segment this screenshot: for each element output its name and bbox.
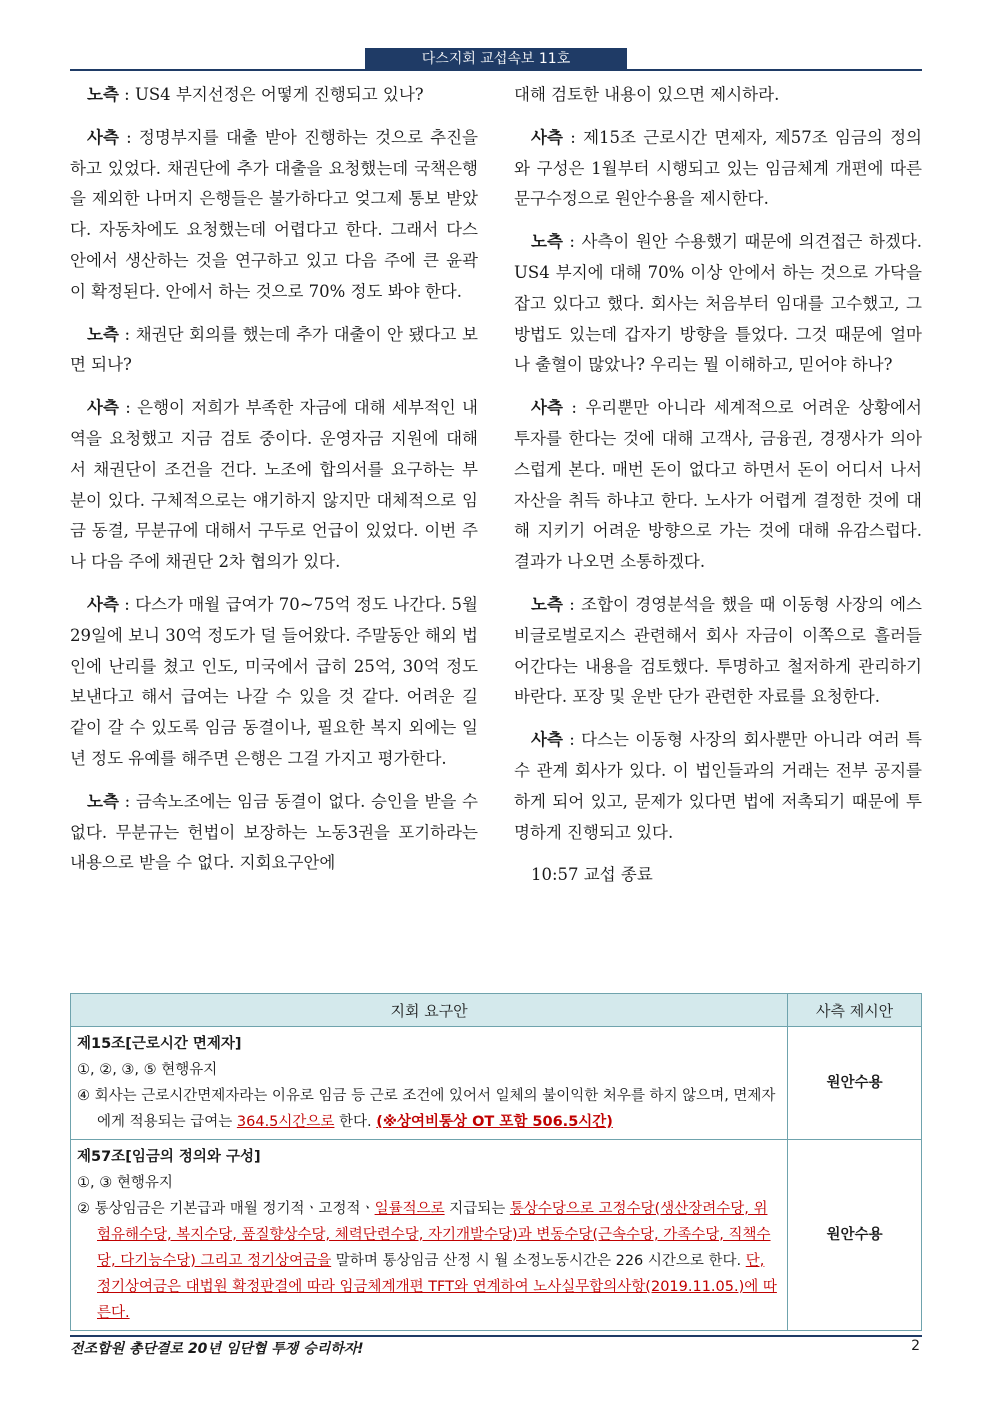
- highlighted-text: 통상수당으로 고정수당(생산장려수당, 위험유해수당, 복지수당, 품질향상수당, 체력단련수당, 자기개발수당)과 변동수당(근속수당, 가족수당, 직책수당, 다기능수당) 그리고 정기상여금을: [97, 1201, 771, 1269]
- paragraph: [70, 123, 478, 308]
- speaker-label: 노측: [531, 232, 563, 252]
- paragraph-text: : 우리뿐만 아니라 세계적으로 어려운 상황에서 투자를 한다는 것에 대해 고객사, 금융권, 경쟁사가 의아스럽게 본다. 매번 돈이 없다고 하면서 돈이 어디서 나서 자산을 취득 하냐고 한다. 노사가 어렵게 결정한 것에 대해 지키기 어려운 방향으로 가는 것에 대해 유감스럽다. 결과가 나오면 소통하겠다.: [514, 398, 922, 572]
- footer-divider: [70, 1335, 922, 1337]
- column-header-union-demand: 지회 요구안: [71, 994, 788, 1027]
- speaker-label: 사측: [87, 594, 119, 614]
- speaker-label: 사측: [87, 398, 119, 418]
- item-text: 말하며 통상임금 산정 시 월 소정노동시간은 226 시간으로 한다.: [331, 1253, 746, 1269]
- paragraph-text: : 채권단 회의를 했는데 추가 대출이 안 됐다고 보면 되나?: [70, 324, 478, 375]
- paragraph: [70, 787, 478, 879]
- paragraph: [514, 227, 922, 381]
- session-end-note: 10:57 교섭 종료: [531, 865, 653, 885]
- speaker-label: 사측: [531, 127, 563, 147]
- left-column: [70, 80, 478, 891]
- paragraph: [514, 393, 922, 578]
- article-item: [77, 1083, 781, 1135]
- paragraph: [514, 123, 922, 215]
- article-title: 제15조[근로시간 면제자]: [77, 1036, 242, 1052]
- offer-cell: 원안수용: [788, 1140, 922, 1331]
- paragraph-text: : 금속노조에는 임금 동결이 없다. 승인을 받을 수 없다. 무분규는 헌법이 보장하는 노동3권을 포기하라는 내용으로 받을 수 없다. 지회요구안에: [70, 791, 478, 873]
- paragraph-text: : 정명부지를 대출 받아 진행하는 것으로 추진을 하고 있었다. 채권단에 추가 대출을 요청했는데 국책은행을 제외한 나머지 은행들은 불가하다고 엊그제 통보 받았다. 자동차에도 요청했는데 어렵다고 한다. 그래서 다스 안에서 생산하는 것을 연구하고 있고 다음 주에 큰 윤곽이 확정된다. 안에서 하는 것으로 70% 정도 봐야 한다.: [70, 127, 478, 301]
- offer-cell: 원안수용: [788, 1027, 922, 1140]
- table-header-row: [71, 994, 922, 1027]
- footer-slogan: 전조합원 총단결로 20년 임단협 투쟁 승리하자!: [70, 1341, 364, 1357]
- newsletter-title: 다스지회 교섭속보 11호: [365, 48, 627, 70]
- paragraph-text: : 다스는 이동형 사장의 회사뿐만 아니라 여러 특수 관계 회사가 있다. 이 법인들과의 거래는 전부 공지를 하게 되어 있고, 문제가 있다면 법에 저촉되기 때문에 투명하게 진행되고 있다.: [514, 730, 922, 842]
- paragraph: [70, 320, 478, 382]
- page-number: 2: [911, 1338, 920, 1354]
- right-column: [514, 80, 922, 891]
- paragraph-text: : 은행이 저희가 부족한 자금에 대해 세부적인 내역을 요청했고 지금 검토 중이다. 운영자금 지원에 대해서 채권단이 조건을 건다. 노조에 합의서를 요구하는 부분이 있다. 구체적으로는 얘기하지 않지만 대체적으로 임금 동결, 무분규에 대해서 구두로 언급이 있었다. 이번 주나 다음 주에 채권단 2차 협의가 있다.: [70, 398, 478, 572]
- header-divider: [70, 69, 922, 71]
- paragraph-text: : 조합이 경영분석을 했을 때 이동형 사장의 에스비글로벌로지스 관련해서 회사 자금이 이쪽으로 흘러들어간다는 내용을 검토했다. 투명하고 철저하게 관리하기 바란다. 포장 및 운반 단가 관련한 자료를 요청한다.: [514, 594, 922, 707]
- highlighted-text: (※상여비통상 OT 포함 506.5시간): [376, 1114, 613, 1130]
- speaker-label: 노측: [87, 791, 119, 811]
- speaker-label: 사측: [531, 730, 563, 750]
- highlighted-text: 단, 정기상여금은 대법원 확정판결에 따라 임금체계개편 TFT와 연계하여 노사실무합의사항(2019.11.05.)에 따른다.: [97, 1253, 777, 1321]
- speaker-label: 노측: [87, 324, 119, 344]
- demands-table: [70, 993, 922, 1331]
- table-row: [71, 1027, 922, 1140]
- article-item: ①, ②, ③, ⑤ 현행유지: [77, 1062, 218, 1078]
- paragraph: [70, 80, 478, 111]
- paragraph: [70, 590, 478, 775]
- speaker-label: 사측: [87, 127, 119, 147]
- demand-cell: [71, 1027, 788, 1140]
- demand-cell: [71, 1140, 788, 1331]
- paragraph-text: : 제15조 근로시간 면제자, 제57조 임금의 정의와 구성은 1월부터 시행되고 있는 임금체계 개편에 따른 문구수정으로 원안수용을 제시한다.: [514, 127, 922, 209]
- paragraph: [70, 393, 478, 578]
- paragraph: [514, 590, 922, 713]
- highlighted-text: 364.5시간으로: [236, 1114, 335, 1130]
- item-text: 한다.: [334, 1114, 377, 1130]
- paragraph-text: : 사측이 원안 수용했기 때문에 의견접근 하겠다. US4 부지에 대해 70% 이상 안에서 하는 것으로 가닥을 잡고 있다고 했다. 회사는 처음부터 임대를 고수했고, 그 방법도 있는데 갑자기 방향을 틀었다. 그것 때문에 얼마나 출혈이 많았나? 우리는 뭘 이해하고, 믿어야 하나?: [514, 232, 922, 375]
- paragraph-text: : US4 부지선정은 어떻게 진행되고 있나?: [118, 85, 424, 104]
- speaker-label: 노측: [87, 85, 119, 104]
- item-text: 지급되는: [444, 1201, 510, 1217]
- item-text: ④ 회사는 근로시간면제자라는 이유로 임금 등 근로 조건에 있어서 일체의 불이익한 처우를 하지 않으며, 면제자에게 적용되는 급여는: [77, 1088, 776, 1130]
- paragraph-continuation: 대해 검토한 내용이 있으면 제시하라.: [514, 85, 780, 104]
- article-item: ①, ③ 현행유지: [77, 1175, 173, 1191]
- article-item: [77, 1196, 781, 1326]
- paragraph: [514, 725, 922, 848]
- speaker-label: 노측: [531, 594, 563, 614]
- speaker-label: 사측: [531, 398, 563, 418]
- item-text: ② 통상임금은 기본급과 매월 정기적ㆍ고정적ㆍ: [77, 1201, 375, 1217]
- paragraph-text: : 다스가 매월 급여가 70~75억 정도 나간다. 5월 29일에 보니 30억 정도가 덜 들어왔다. 주말동안 해외 법인에 난리를 쳤고 인도, 미국에서 급히 25억, 30억 정도 보낸다고 해서 급여는 나갈 수 있을 것 같다. 어려운 길 같이 갈 수 있도록 임금 동결이나, 필요한 복지 외에는 일 년 정도 유예를 해주면 은행은 그걸 가지고 평가한다.: [70, 594, 478, 768]
- table-row: [71, 1140, 922, 1331]
- column-header-company-offer: 사측 제시안: [788, 994, 922, 1027]
- article-title: 제57조[임금의 정의와 구성]: [77, 1149, 261, 1165]
- highlighted-text: 일률적으로: [374, 1201, 445, 1217]
